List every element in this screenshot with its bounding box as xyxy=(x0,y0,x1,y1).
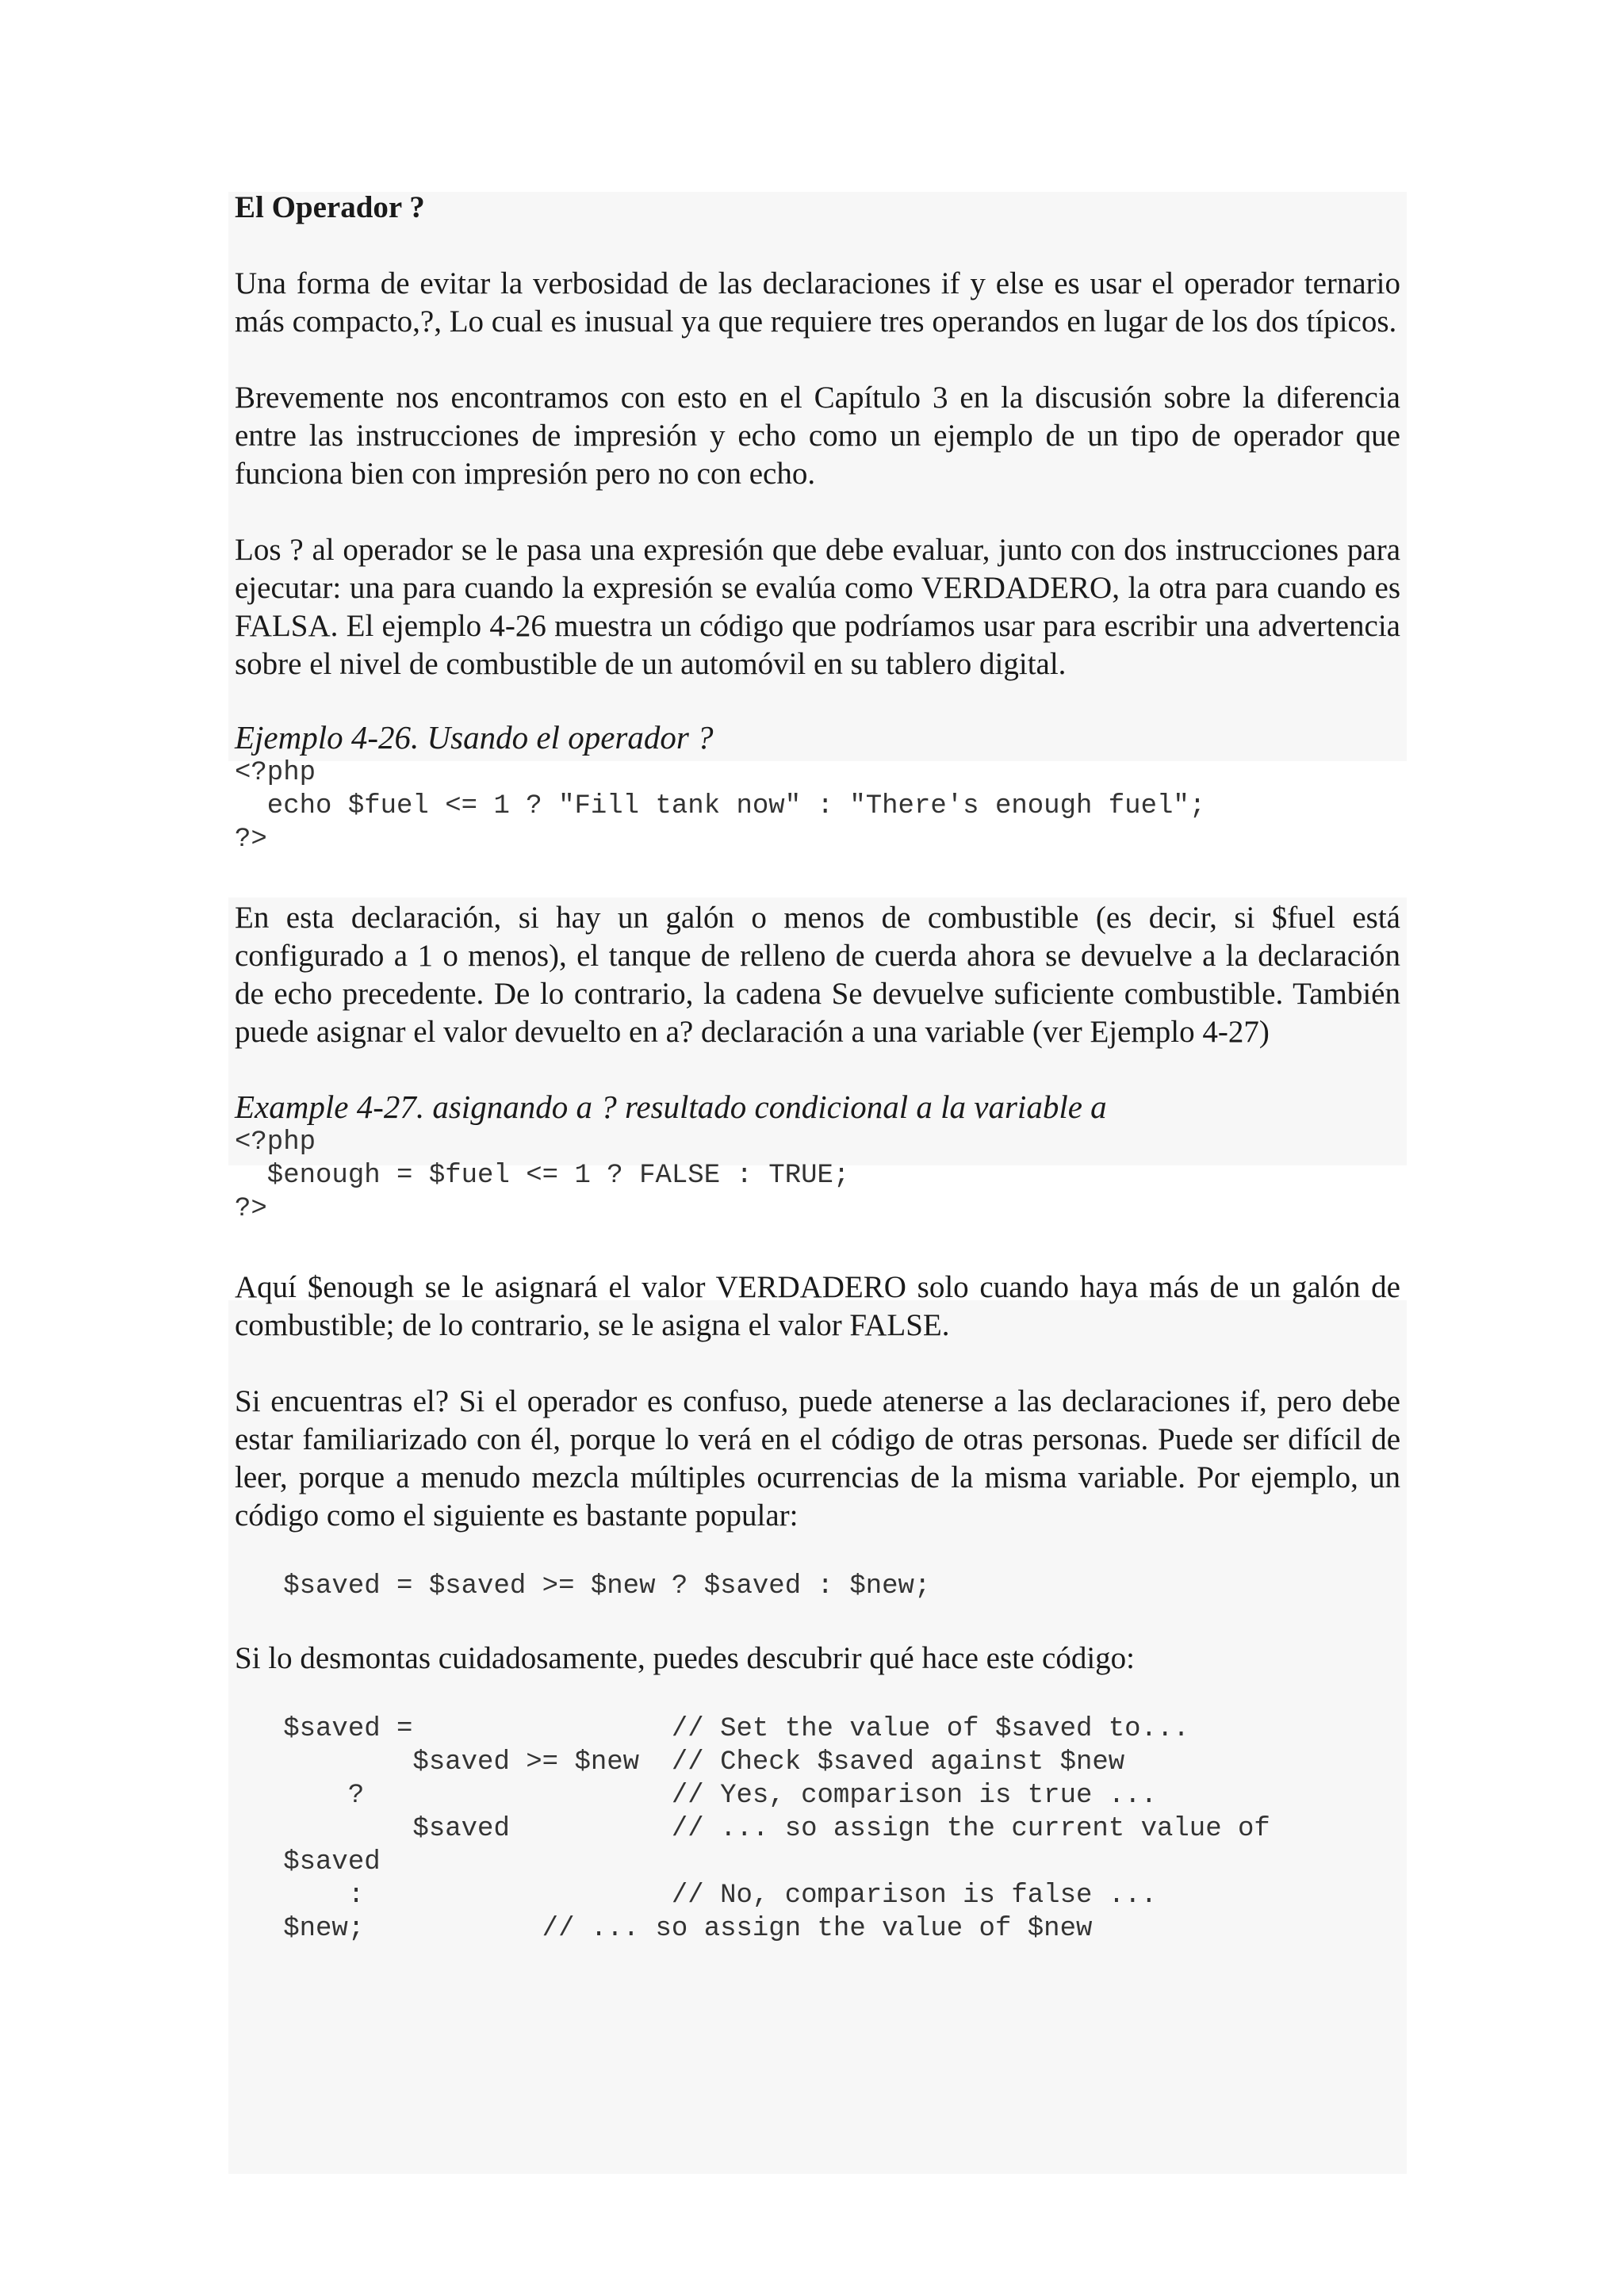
document-content xyxy=(235,189,1400,1946)
paragraph-4: En esta declaración, si hay un galón o menos de combustible (es decir, si $fuel está configurado a 1 o menos), el tanque de relleno de cuerda ahora se devuelve a la declaración de echo precedente. De lo contrario, la cadena Se devuelve suficiente combustible. También puede asignar el valor devuelto en a? declaración a una variable (ver Ejemplo 4-27) xyxy=(235,901,1400,1049)
code-block-3: $saved = $saved >= $new ? $saved : $new; xyxy=(235,1571,931,1601)
paragraph-2: Brevemente nos encontramos con esto en el Capítulo 3 en la discusión sobre la diferencia entre las instrucciones de impresión y echo como un ejemplo de un tipo de operador que funciona bien con impresión pero no con echo. xyxy=(235,381,1400,491)
section-title: El Operador ? xyxy=(235,190,425,224)
example-1-caption: Ejemplo 4-26. Usando el operador ? xyxy=(235,719,714,756)
paragraph-6: Si encuentras el? Si el operador es confuso, puede atenerse a las declaraciones if, pero debe estar familiarizado con él, porque lo verá en el código de otras personas. Puede ser difícil de leer, porque a menudo mezcla múltiples ocurrencias de la misma variable. Por ejemplo, un código como el siguiente es bastante popular: xyxy=(235,1384,1400,1533)
paragraph-7: Si lo desmontas cuidadosamente, puedes descubrir qué hace este código: xyxy=(235,1641,1135,1675)
example-2-code: <?php $enough = $fuel <= 1 ? FALSE : TRUE; ?> xyxy=(235,1127,850,1224)
paragraph-5: Aquí $enough se le asignará el valor VERDADERO solo cuando haya más de un galón de combustible; de lo contrario, se le asigna el valor FALSE. xyxy=(235,1270,1400,1342)
paragraph-1: Una forma de evitar la verbosidad de las declaraciones if y else es usar el operador ternario más compacto,?, Lo cual es inusual ya que requiere tres operandos en lugar de los dos típicos. xyxy=(235,266,1400,339)
example-1-code: <?php echo $fuel <= 1 ? "Fill tank now" : "There's enough fuel"; ?> xyxy=(235,758,1206,855)
paragraph-3: Los ? al operador se le pasa una expresión que debe evaluar, junto con dos instrucciones para ejecutar: una para cuando la expresión se evalúa como VERDADERO, la otra para cuando es FALSA. El ejemplo 4-26 muestra un código que podríamos usar para escribir una advertencia sobre el nivel de combustible de un automóvil en su tablero digital. xyxy=(235,533,1400,681)
code-block-4: $saved = // Set the value of $saved to... $saved >= $new // Check $saved against $new ? // Yes, comparison is true ... $saved // ... so assign the current value of $saved : // No, comparison is false ... $new; // ... so assign the value of $new xyxy=(283,1714,1270,1944)
example-2-caption: Example 4-27. asignando a ? resultado condicional a la variable a xyxy=(235,1089,1107,1125)
